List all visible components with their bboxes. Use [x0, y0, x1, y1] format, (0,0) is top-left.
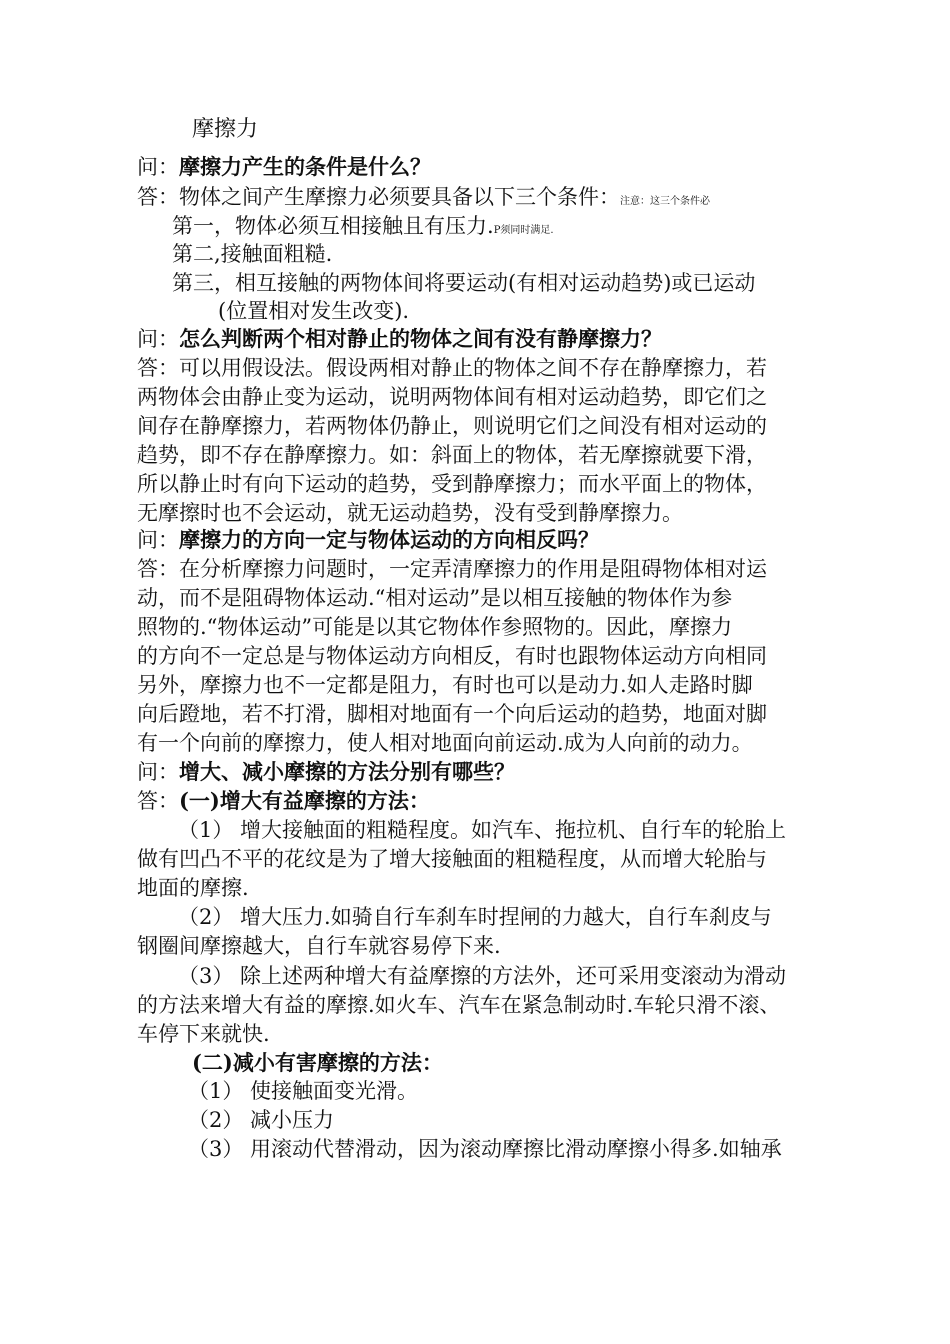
answer-4-intro [137, 788, 430, 814]
question-1 [137, 154, 431, 180]
method-line: 钢圈间摩擦越大，自行车就容易停下来. [137, 934, 501, 958]
question-3 [137, 527, 599, 553]
side-note: P须同时满足. [493, 225, 554, 236]
answer-3-line: 的方向不一定总是与物体运动方向相反，有时也跟物体运动方向相同 [137, 644, 767, 668]
reduce-method: （1） 使接触面变光滑。 [188, 1079, 419, 1103]
reduce-method: （3） 用滚动代替滑动，因为滚动摩擦比滑动摩擦小得多.如轴承 [188, 1137, 782, 1161]
answer-1-intro [137, 184, 710, 215]
method-line: 的方法来增大有益的摩擦.如火车、汽车在紧急制动时.车轮只滑不滚、 [137, 993, 781, 1017]
page-title: 摩擦力 [192, 117, 259, 142]
answer-3-line: 向后蹬地，若不打滑，脚相对地面有一个向后运动的趋势，地面对脚 [137, 702, 767, 726]
question-text: 摩擦力的方向一定与物体运动的方向相反吗？ [179, 527, 599, 552]
answer-3-line: 动，而不是阻碍物体运动.“相对运动”是以相互接触的物体作为参 [137, 586, 733, 610]
answer-2-line: 无摩擦时也不会运动，就无运动趋势，没有受到静摩擦力。 [137, 501, 683, 525]
answer-2-line: 两物体会由静止变为运动，说明两物体间有相对运动趋势，即它们之 [137, 385, 767, 409]
answer-2-line: 所以静止时有向下运动的趋势，受到静摩擦力；而水平面上的物体， [137, 472, 767, 496]
question-prefix: 问： [137, 760, 179, 784]
method-line: （2） 增大压力.如骑自行车刹车时捏闸的力越大，自行车刹皮与 [178, 905, 772, 929]
answer-3-line: 有一个向前的摩擦力，使人相对地面向前运动.成为人向前的动力。 [137, 731, 753, 755]
method-line: 车停下来就快. [137, 1022, 270, 1046]
condition-3-cont: (位置相对发生改变). [218, 299, 410, 323]
condition-text: 第一，物体必须互相接触且有压力. [172, 214, 494, 238]
answer-2-line: 间存在静摩擦力，若两物体仍静止，则说明它们之间没有相对运动的 [137, 414, 767, 438]
question-text: 摩擦力产生的条件是什么？ [179, 154, 431, 179]
question-prefix: 问： [137, 528, 179, 552]
answer-prefix: 答： [137, 789, 179, 813]
answer-2-line: 答：可以用假设法。假设两相对静止的物体之间不存在静摩擦力，若 [137, 356, 767, 380]
question-4 [137, 759, 515, 785]
question-prefix: 问： [137, 327, 179, 351]
question-2 [137, 326, 662, 352]
answer-2-line: 趋势，即不存在静摩擦力。如：斜面上的物体，若无摩擦就要下滑， [137, 443, 767, 467]
method-line: 做有凹凸不平的花纹是为了增大接触面的粗糙程度，从而增大轮胎与 [137, 847, 767, 871]
method-line: （1） 增大接触面的粗糙程度。如汽车、拖拉机、自行车的轮胎上 [178, 818, 787, 842]
condition-1 [172, 213, 554, 244]
answer-3-line: 答：在分析摩擦力问题时，一定弄清摩擦力的作用是阻碍物体相对运 [137, 557, 767, 581]
section-heading: (一)增大有益摩擦的方法： [179, 788, 430, 813]
method-line: 地面的摩擦. [137, 876, 249, 900]
answer-text: 答：物体之间产生摩擦力必须要具备以下三个条件： [137, 185, 620, 209]
section-heading: (二)减小有害摩擦的方法： [192, 1050, 443, 1075]
condition-3: 第三，相互接触的两物体间将要运动(有相对运动趋势)或已运动 [172, 271, 756, 295]
question-prefix: 问： [137, 155, 179, 179]
answer-3-line: 另外，摩擦力也不一定都是阻力，有时也可以是动力.如人走路时脚 [137, 673, 753, 697]
reduce-method: （2） 减小压力 [188, 1108, 335, 1132]
question-text: 怎么判断两个相对静止的物体之间有没有静摩擦力？ [179, 326, 662, 351]
question-text: 增大、减小摩擦的方法分别有哪些？ [179, 759, 515, 784]
condition-2: 第二,接触面粗糙. [172, 242, 333, 266]
side-note: 注意：这三个条件必 [620, 196, 710, 207]
answer-3-line: 照物的.“物体运动”可能是以其它物体作参照物的。因此，摩擦力 [137, 615, 733, 639]
method-line: （3） 除上述两种增大有益摩擦的方法外，还可采用变滚动为滑动 [178, 964, 787, 988]
